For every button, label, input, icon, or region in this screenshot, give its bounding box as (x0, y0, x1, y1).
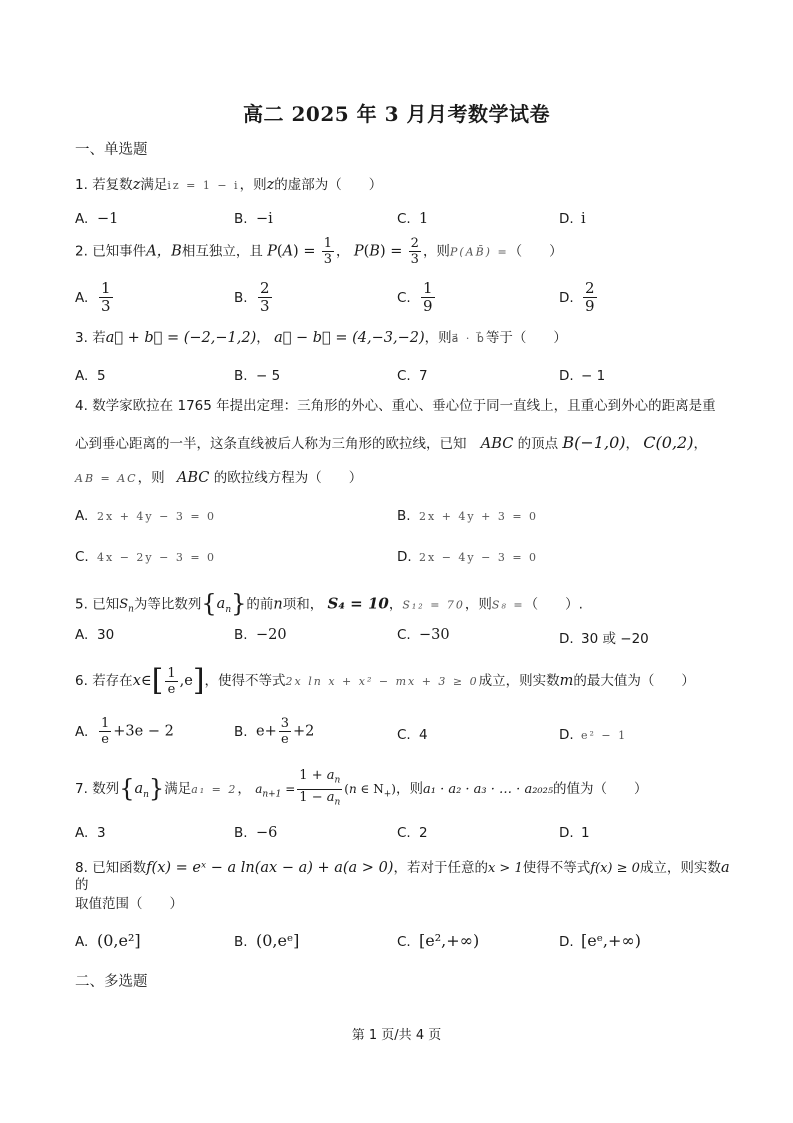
option-5b[interactable]: B. −20 (234, 627, 287, 643)
option-8b[interactable]: B. (0,eᵉ] (234, 931, 300, 950)
question-3: 3. 若a⃗ + b⃗ = (−2,−1,2)， a⃗ − b⃗ = (4,−3,−2)，则a⃗ · b⃗等于（ ） (75, 330, 567, 346)
option-4c[interactable]: C. 4x − 2y − 3 = 0 (75, 549, 217, 565)
option-2c[interactable]: C. $\frac{1}{9}$ (397, 279, 433, 315)
question-6: 6. 若存在x∈[ $\frac{1}{e}$ ,e]，使得不等式2x ln x + x² − mx + 3 ≥ 0成立，则实数m的最大值为（ ） (75, 663, 695, 698)
question-4-line2: 心到垂心距离的一半，这条直线被后人称为三角形的欧拉线，已知 ABC 的顶点 B(−1,0)， C(0,2)， (75, 433, 707, 452)
question-8-line1: 8. 已知函数f(x) = eˣ − a ln(ax − a) + a(a > 0)，若对于任意的x > 1使得不等式f(x) ≥ 0成立，则实数a的 (75, 860, 730, 894)
question-2: 2. 已知事件A，B相互独立，且 P(A) = $\frac{1}{3}$ ， P(B) = $\frac{2}{3}$ ，则P(AB̄) =（ ） (75, 236, 563, 267)
option-1c[interactable]: C. 1 (397, 211, 429, 227)
option-7a[interactable]: A. 3 (75, 825, 106, 841)
option-1a[interactable]: A. −1 (75, 211, 119, 227)
page-footer: 第 1 页/共 4 页 (351, 1028, 442, 1043)
option-4b[interactable]: B. 2x + 4y + 3 = 0 (397, 508, 539, 524)
option-6b[interactable]: B. e+ $\frac{3}{e}$ +2 (234, 716, 315, 747)
question-1: 1. 若复数z满足iz = 1 − i，则z的虚部为（ ） (75, 177, 383, 193)
option-7d[interactable]: D. 1 (559, 825, 590, 841)
option-8d[interactable]: D. [eᵉ,+∞) (559, 931, 641, 950)
option-2b[interactable]: B. $\frac{2}{3}$ (234, 279, 270, 315)
question-5: 5. 已知$S_n$为等比数列$\{a_n\}$的前n项和， S₄ = 10，S₁₂ = 70，则S₈ =（ ）. (75, 590, 583, 618)
option-2d[interactable]: D. $\frac{2}{9}$ (559, 279, 595, 315)
option-8c[interactable]: C. [e²,+∞) (397, 931, 480, 950)
option-3d[interactable]: D. − 1 (559, 368, 606, 384)
option-1d[interactable]: D. i (559, 211, 586, 227)
section-heading-single-choice: 一、单选题 (75, 142, 148, 158)
option-1b[interactable]: B. −i (234, 211, 273, 227)
option-3b[interactable]: B. − 5 (234, 368, 281, 384)
option-6d[interactable]: D. e² − 1 (559, 727, 628, 743)
option-5d[interactable]: D. 30 或 −20 (559, 631, 649, 647)
question-8-line2: 取值范围（ ） (75, 896, 183, 912)
option-7c[interactable]: C. 2 (397, 825, 428, 841)
option-3a[interactable]: A. 5 (75, 368, 106, 384)
section-heading-multi-choice: 二、多选题 (75, 974, 148, 990)
question-4-line3: AB = AC，则 ABC 的欧拉线方程为（ ） (75, 470, 363, 486)
option-2a[interactable]: A. $\frac{1}{3}$ (75, 279, 111, 315)
question-7: 7. 数列$\{a_n\}$满足a₁ = 2， $a_{n+1}$ = $\frac{1 + a_n}{1 - a_n}$ (n ∈ $N_+$)，则a₁ · a₂ · a₃ · … · a₂₀₂₅的值为（ ） (75, 768, 648, 808)
option-5c[interactable]: C. −30 (397, 627, 450, 643)
option-7b[interactable]: B. −6 (234, 825, 278, 841)
option-4a[interactable]: A. 2x + 4y − 3 = 0 (75, 508, 217, 524)
option-6a[interactable]: A. $\frac{1}{e}$ +3e − 2 (75, 716, 174, 747)
option-8a[interactable]: A. (0,e²] (75, 931, 141, 950)
question-4-line1: 4. 数学家欧拉在 1765 年提出定理：三角形的外心、重心、垂心位于同一直线上，且重心到外心的距离是重 (75, 398, 716, 414)
page-title: 高二 2025 年 3 月月考数学试卷 (243, 102, 550, 126)
option-3c[interactable]: C. 7 (397, 368, 428, 384)
option-6c[interactable]: C. 4 (397, 727, 428, 743)
option-4d[interactable]: D. 2x − 4y − 3 = 0 (397, 549, 539, 565)
option-5a[interactable]: A. 30 (75, 627, 115, 643)
